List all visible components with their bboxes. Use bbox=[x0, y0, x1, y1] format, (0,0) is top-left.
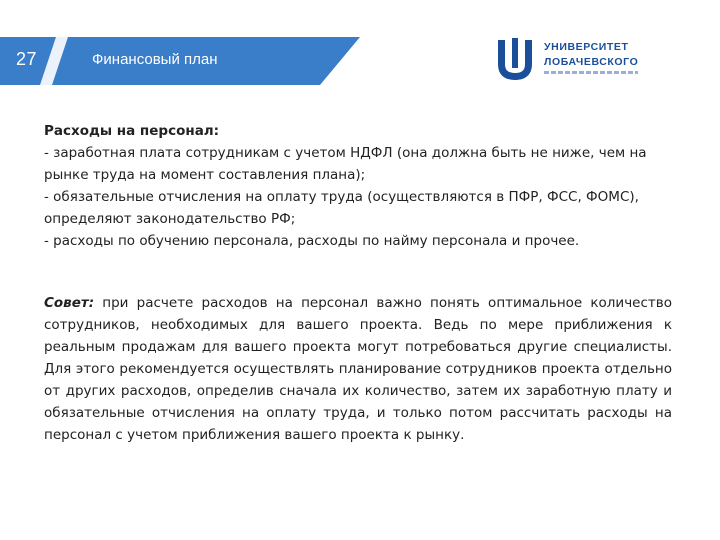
university-logo-icon bbox=[494, 38, 536, 82]
expenses-section bbox=[44, 120, 672, 252]
advice-paragraph bbox=[44, 292, 672, 446]
header-banner bbox=[0, 37, 360, 85]
expense-item-contributions: - обязательные отчисления на оплату труда (осуществляются в ПФР, ФСС, ФОМС), определяют законодательство РФ; bbox=[44, 189, 639, 227]
logo-text-line2: ЛОБАЧЕВСКОГО bbox=[544, 56, 639, 68]
section-title: Финансовый план bbox=[92, 51, 218, 68]
slide-number: 27 bbox=[16, 49, 38, 69]
expense-item-salary: - заработная плата сотрудникам с учетом НДФЛ (она должна быть не ниже, чем на рынке труда на момент составления плана); bbox=[44, 145, 647, 183]
logo-tagline bbox=[544, 71, 638, 74]
expense-item-training: - расходы по обучению персонала, расходы по найму персонала и прочее. bbox=[44, 233, 580, 249]
advice-section bbox=[44, 292, 672, 446]
expenses-heading: Расходы на персонал: bbox=[44, 123, 220, 139]
advice-text: при расчете расходов на персонал важно понять оптимальное количество сотрудников, необходимых для вашего проекта. Ведь по мере приближения к реальным продажам для вашего проекта могут потребоваться другие специалисты. Для этого рекомендуется осуществлять планирование сотрудников проекта отдельно от других расходов, определив сначала их количество, затем их заработную плату и обязательные отчисления на оплату труда, и только потом рассчитать расходы на персонал с учетом приближения вашего проекта к рынку. bbox=[44, 295, 672, 443]
advice-label: Совет: bbox=[44, 295, 95, 311]
university-logo bbox=[494, 38, 654, 84]
logo-text-line1: УНИВЕРСИТЕТ bbox=[544, 41, 629, 53]
